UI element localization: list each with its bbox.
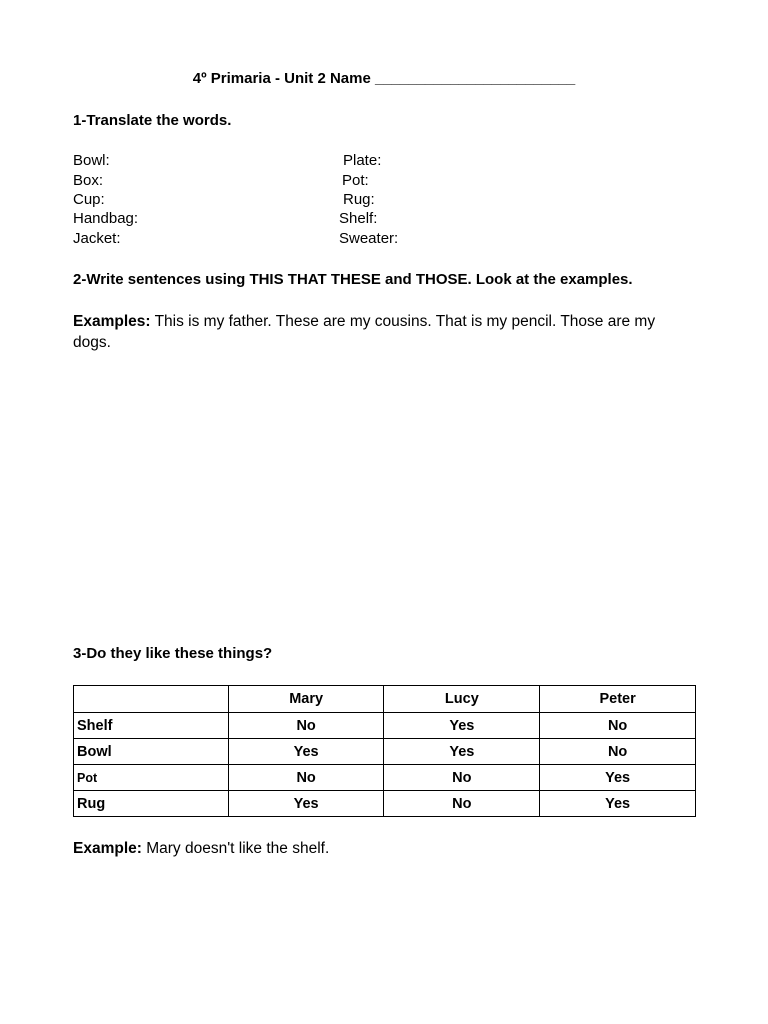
table-cell: Yes <box>384 739 540 765</box>
table-cell: No <box>228 713 384 739</box>
word-right: Pot: <box>342 172 369 189</box>
word-left: Cup: <box>73 191 105 208</box>
table-row <box>74 791 696 817</box>
table-cell: No <box>540 713 696 739</box>
worksheet-title: 4º Primaria - Unit 2 Name ________________________ <box>192 70 576 87</box>
table-header-row <box>74 686 696 713</box>
table-corner-cell <box>74 686 229 713</box>
examples-label: Examples: <box>73 313 151 330</box>
example-sentence <box>73 838 693 859</box>
section1-heading: 1-Translate the words. <box>73 112 232 129</box>
word-left: Jacket: <box>73 230 121 247</box>
section3-heading: 3-Do they like these things? <box>73 645 273 662</box>
column-header: Mary <box>228 686 384 713</box>
table-cell: Yes <box>540 765 696 791</box>
likes-table <box>73 685 696 817</box>
examples-text: This is my father. These are my cousins. That is my pencil. Those are my dogs. <box>73 313 656 351</box>
table-cell: Yes <box>540 791 696 817</box>
example-text: Mary doesn't like the shelf. <box>141 840 330 857</box>
table-cell: Yes <box>384 713 540 739</box>
table-cell: No <box>384 791 540 817</box>
row-label: Pot <box>74 765 229 791</box>
table-row <box>74 713 696 739</box>
row-label: Shelf <box>74 713 229 739</box>
word-right: Rug: <box>343 191 375 208</box>
table-cell: No <box>540 739 696 765</box>
word-right: Sweater: <box>339 230 399 247</box>
row-label: Rug <box>74 791 229 817</box>
table-cell: Yes <box>228 739 384 765</box>
table-cell: No <box>228 765 384 791</box>
word-left: Bowl: <box>73 152 110 169</box>
column-header: Peter <box>540 686 696 713</box>
row-label: Bowl <box>74 739 229 765</box>
word-right: Shelf: <box>339 210 378 227</box>
table-cell: Yes <box>228 791 384 817</box>
section2-heading: 2-Write sentences using THIS THAT THESE and THOSE. Look at the examples. <box>73 271 633 288</box>
table-row <box>74 765 696 791</box>
column-header: Lucy <box>384 686 540 713</box>
examples-paragraph <box>73 311 693 353</box>
word-right: Plate: <box>343 152 382 169</box>
example-label: Example: <box>73 840 142 857</box>
table-cell: No <box>384 765 540 791</box>
word-left: Box: <box>73 172 104 189</box>
table-row <box>74 739 696 765</box>
word-left: Handbag: <box>73 210 139 227</box>
